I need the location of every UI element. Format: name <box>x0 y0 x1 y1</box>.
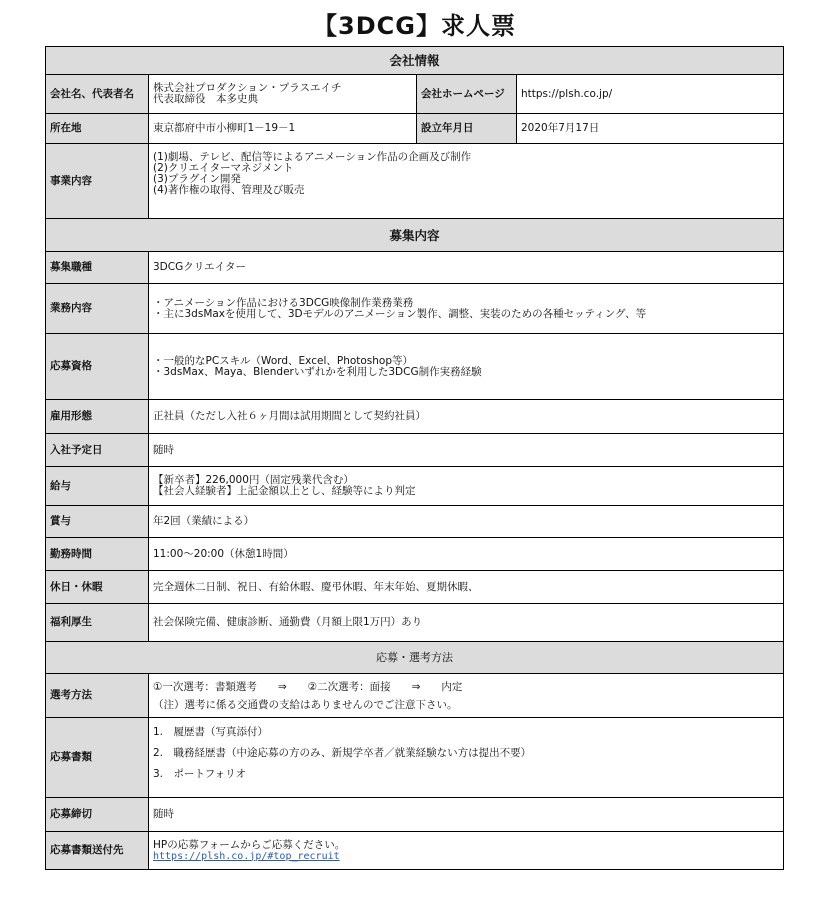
document-item: 1. 履歴書（写真添付） <box>153 726 269 738</box>
start-date-label: 入社予定日 <box>46 434 149 467</box>
salary-line: 【新卒者】226,000円（固定残業代含む） <box>153 474 354 486</box>
start-date-value: 随時 <box>149 434 784 467</box>
business-item: (3)プラグイン開発 <box>153 173 241 185</box>
qualification-line: ・3dsMax、Maya、Blenderいずれかを利用した3DCG制作実務経験 <box>153 365 482 378</box>
duties-label: 業務内容 <box>46 284 149 334</box>
bonus-value: 年2回（業績による） <box>149 506 784 538</box>
document-item: 3. ポートフォリオ <box>153 768 247 780</box>
hours-value: 11:00～20:00（休憩1時間） <box>149 538 784 571</box>
business-label: 事業内容 <box>46 144 149 219</box>
job-sheet-table <box>45 46 784 870</box>
selection-method-value <box>149 674 784 718</box>
employment-label: 雇用形態 <box>46 400 149 434</box>
address-label: 所在地 <box>46 114 149 144</box>
submission-label: 応募書類送付先 <box>46 832 149 870</box>
deadline-value: 随時 <box>149 798 784 832</box>
established-label: 設立年月日 <box>417 114 517 144</box>
section-heading-apply: 応募・選考方法 <box>46 642 784 674</box>
duties-line: ・アニメーション作品における3DCG映像制作業務業務 <box>153 296 414 309</box>
documents-label: 応募書類 <box>46 718 149 798</box>
recruit-form-link[interactable]: https://plsh.co.jp/#top_recruit <box>153 850 340 862</box>
business-item: (4)著作権の取得、管理及び販売 <box>153 184 305 196</box>
qualification-value <box>149 334 784 400</box>
salary-label: 給与 <box>46 467 149 506</box>
duties-value <box>149 284 784 334</box>
selection-note: （注）選考に係る交通費の支給はありませんのでご注意下さい。 <box>153 698 458 711</box>
submission-text: HPの応募フォームからご応募ください。 <box>153 838 346 851</box>
established-value: 2020年7月17日 <box>517 114 784 144</box>
homepage-label: 会社ホームページ <box>417 75 517 114</box>
documents-value <box>149 718 784 798</box>
selection-method-label: 選考方法 <box>46 674 149 718</box>
qualification-label: 応募資格 <box>46 334 149 400</box>
hours-label: 勤務時間 <box>46 538 149 571</box>
section-heading-recruit: 募集内容 <box>46 219 784 252</box>
business-item: (2)クリエイターマネジメント <box>153 162 294 174</box>
welfare-value: 社会保険完備、健康診断、通勤費（月額上限1万円）あり <box>149 604 784 642</box>
welfare-label: 福利厚生 <box>46 604 149 642</box>
salary-line: 【社会人経験者】上記金額以上とし、経験等により判定 <box>153 485 416 497</box>
company-name-value <box>149 75 417 114</box>
submission-value <box>149 832 784 870</box>
business-value <box>149 144 784 219</box>
selection-steps: ①一次選考：書類選考 ⇒ ②二次選考：面接 ⇒ 内定 <box>153 680 463 693</box>
holiday-label: 休日・休暇 <box>46 571 149 604</box>
company-name-label: 会社名、代表者名 <box>46 75 149 114</box>
salary-value <box>149 467 784 506</box>
page-title: 【3DCG】求人票 <box>313 12 516 40</box>
document-item: 2. 職務経歴書（中途応募の方のみ、新規学卒者／就業経験ない方は提出不要） <box>153 747 532 759</box>
duties-line: ・主に3dsMaxを使用して、3Dモデルのアニメーション製作、調整、実装のための各種セッティング、等 <box>153 307 647 320</box>
address-value: 東京都府中市小柳町1－19－1 <box>149 114 417 144</box>
holiday-value: 完全週休二日制、祝日、有給休暇、慶弔休暇、年末年始、夏期休暇、 <box>149 571 784 604</box>
homepage-value[interactable]: https://plsh.co.jp/ <box>517 75 784 114</box>
section-heading-company: 会社情報 <box>46 47 784 75</box>
representative-line: 代表取締役 本多史典 <box>153 93 258 105</box>
job-label: 募集職種 <box>46 252 149 284</box>
job-value: 3DCGクリエイター <box>149 252 784 284</box>
qualification-line: ・一般的なPCスキル（Word、Excel、Photoshop等） <box>153 354 414 367</box>
employment-value: 正社員（ただし入社６ヶ月間は試用期間として契約社員） <box>149 400 784 434</box>
bonus-label: 賞与 <box>46 506 149 538</box>
company-name-line: 株式会社プロダクション・プラスエイチ <box>153 82 342 94</box>
deadline-label: 応募締切 <box>46 798 149 832</box>
business-item: (1)劇場、テレビ、配信等によるアニメーション作品の企画及び制作 <box>153 151 472 163</box>
